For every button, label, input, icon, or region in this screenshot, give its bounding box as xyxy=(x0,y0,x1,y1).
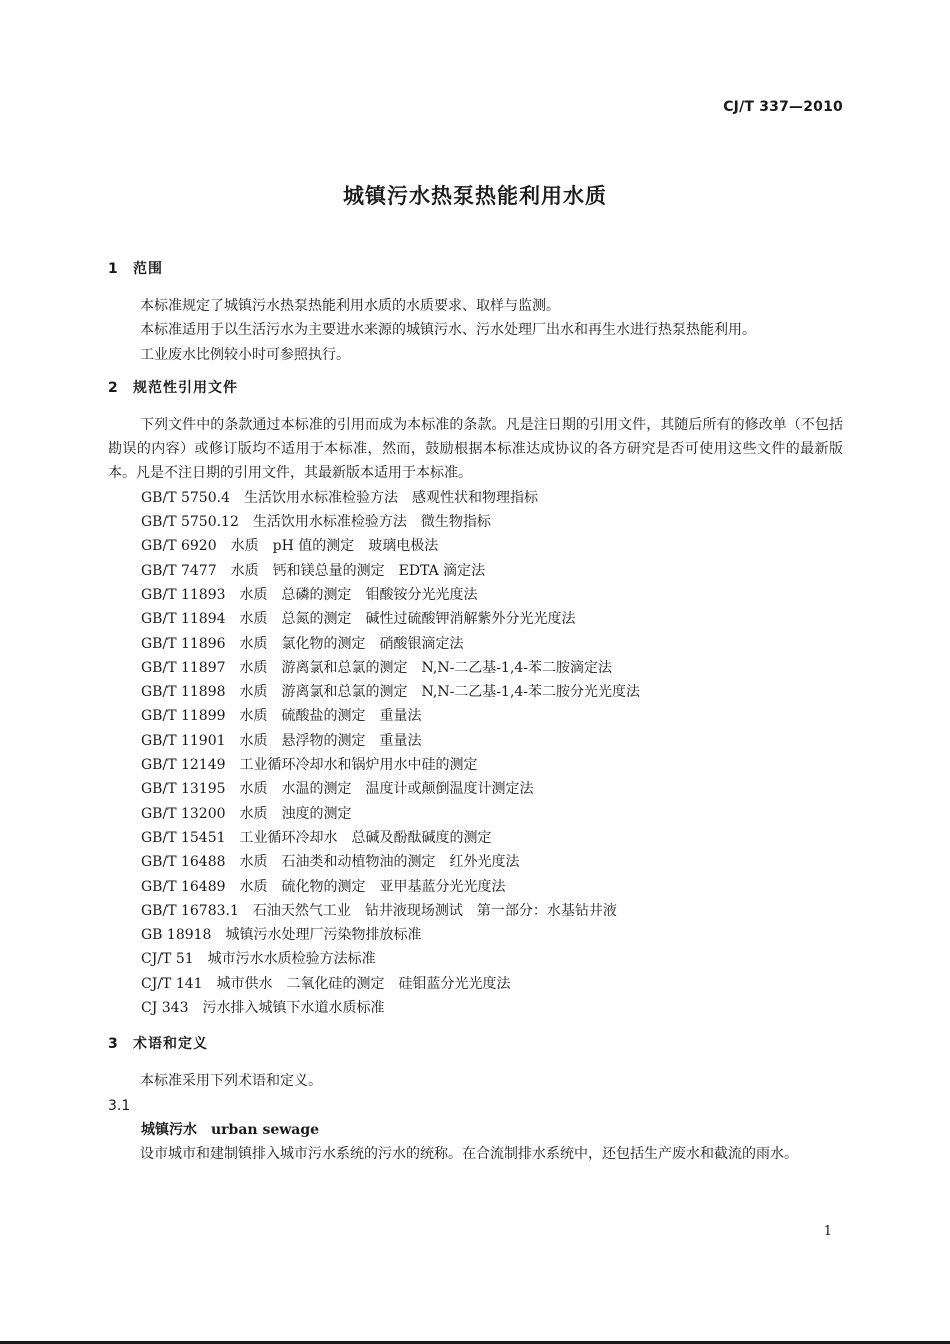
reference-title: 石油天然气工业 钻井液现场测试 第一部分：水基钻井液 xyxy=(252,902,617,919)
section-heading xyxy=(108,376,843,400)
reference-code: GB/T 16489 xyxy=(141,878,226,895)
reference-title: 工业循环冷却水 总碱及酚酞碱度的测定 xyxy=(239,829,492,846)
reference-item xyxy=(108,850,843,874)
reference-item xyxy=(108,583,843,607)
reference-title: 生活饮用水标准检验方法 微生物指标 xyxy=(252,514,491,531)
standard-code: CJ/T 337—2010 xyxy=(723,99,843,115)
term-definition: 设市城市和建制镇排入城市污水系统的污水的统称。在合流制排水系统中，还包括生产废水和截流的雨水。 xyxy=(140,1146,798,1163)
document-body xyxy=(108,257,843,1167)
reference-code: GB/T 11898 xyxy=(141,684,226,701)
paragraph: 本标准适用于以生活污水为主要进水来源的城镇污水、污水处理厂出水和再生水进行热泵热能利用。 xyxy=(140,322,756,339)
reference-list xyxy=(108,486,843,1021)
section-heading xyxy=(108,257,843,281)
reference-code: GB/T 16488 xyxy=(141,854,226,871)
reference-title: 污水排入城镇下水道水质标准 xyxy=(202,1000,385,1017)
reference-item xyxy=(108,559,843,583)
reference-title: 水质 总氮的测定 碱性过硫酸钾消解紫外分光光度法 xyxy=(239,611,576,628)
reference-item xyxy=(108,753,843,777)
reference-code: GB/T 15451 xyxy=(141,829,226,846)
reference-title: 工业循环冷却水和锅炉用水中硅的测定 xyxy=(239,757,478,774)
reference-title: 水质 pH 值的测定 玻璃电极法 xyxy=(230,538,439,555)
reference-code: GB/T 5750.4 xyxy=(141,489,230,506)
reference-code: GB/T 11894 xyxy=(141,611,226,628)
section-number: 2 xyxy=(108,379,119,396)
reference-code: CJ/T 51 xyxy=(141,951,194,968)
reference-code: GB/T 12149 xyxy=(141,757,226,774)
reference-item xyxy=(108,947,843,971)
reference-code: GB/T 11897 xyxy=(141,659,226,676)
reference-title: 城镇污水处理厂污染物排放标准 xyxy=(225,927,422,944)
reference-title: 水质 石油类和动植物油的测定 红外光度法 xyxy=(239,854,520,871)
reference-code: GB 18918 xyxy=(141,927,212,944)
term-number: 3.1 xyxy=(108,1097,131,1114)
reference-item xyxy=(108,510,843,534)
reference-item xyxy=(108,656,843,680)
paragraph: 下列文件中的条款通过本标准的引用而成为本标准的条款。凡是注日期的引用文件，其随后所有的修改单（不包括勘误的内容）或修订版均不适用于本标准，然而，鼓励根据本标准达成协议的各方研究是否可使用这些文件的最新版本。凡是不注日期的引用文件，其最新版本适用于本标准。 xyxy=(108,416,843,482)
reference-item xyxy=(108,704,843,728)
reference-item xyxy=(108,899,843,923)
reference-item xyxy=(108,777,843,801)
section-title: 范围 xyxy=(133,261,163,277)
reference-title: 城市供水 二氧化硅的测定 硅钼蓝分光光度法 xyxy=(216,975,511,992)
paragraph: 工业废水比例较小时可参照执行。 xyxy=(140,346,350,363)
reference-code: GB/T 16783.1 xyxy=(141,902,239,919)
section-terms-definitions xyxy=(108,1032,843,1166)
page-number: 1 xyxy=(823,1224,832,1239)
reference-item xyxy=(108,729,843,753)
reference-code: GB/T 11893 xyxy=(141,586,226,603)
section-title: 规范性引用文件 xyxy=(133,379,238,396)
term-title xyxy=(108,1118,843,1142)
reference-code: CJ/T 141 xyxy=(141,975,203,992)
term-en: urban sewage xyxy=(211,1121,320,1138)
reference-title: 水质 钙和镁总量的测定 EDTA 滴定法 xyxy=(230,562,486,579)
reference-code: GB/T 5750.12 xyxy=(141,514,239,531)
reference-item xyxy=(108,826,843,850)
reference-title: 水质 悬浮物的测定 重量法 xyxy=(239,732,422,749)
reference-code: GB/T 7477 xyxy=(141,562,217,579)
reference-item xyxy=(108,802,843,826)
paragraph: 本标准规定了城镇污水热泵热能利用水质的水质要求、取样与监测。 xyxy=(140,298,560,314)
reference-item xyxy=(108,607,843,631)
reference-item xyxy=(108,680,843,704)
section-number: 1 xyxy=(108,261,119,277)
paragraph: 本标准采用下列术语和定义。 xyxy=(140,1073,322,1090)
reference-item xyxy=(108,996,843,1020)
section-heading xyxy=(108,1032,843,1056)
reference-code: CJ 343 xyxy=(141,1000,189,1017)
reference-title: 生活饮用水标准检验方法 感观性状和物理指标 xyxy=(243,489,538,506)
reference-code: GB/T 11896 xyxy=(141,635,226,652)
reference-title: 水质 游离氯和总氯的测定 N,N-二乙基-1,4-苯二胺滴定法 xyxy=(239,659,613,676)
reference-title: 水质 水温的测定 温度计或颠倒温度计测定法 xyxy=(239,781,534,798)
reference-title: 水质 浊度的测定 xyxy=(239,805,352,822)
section-title: 术语和定义 xyxy=(133,1036,208,1053)
reference-title: 水质 硫化物的测定 亚甲基蓝分光光度法 xyxy=(239,878,506,895)
reference-item xyxy=(108,486,843,510)
reference-code: GB/T 11901 xyxy=(141,732,226,749)
reference-title: 水质 总磷的测定 钼酸铵分光光度法 xyxy=(239,586,478,603)
document-title: 城镇污水热泵热能利用水质 xyxy=(343,184,607,208)
term-zh: 城镇污水 xyxy=(141,1121,197,1138)
reference-item xyxy=(108,923,843,947)
reference-code: GB/T 6920 xyxy=(141,538,217,555)
section-normative-references xyxy=(108,376,843,1020)
reference-item xyxy=(108,972,843,996)
reference-code: GB/T 13195 xyxy=(141,781,226,798)
section-number: 3 xyxy=(108,1036,119,1053)
section-scope xyxy=(108,257,843,367)
reference-title: 水质 游离氯和总氯的测定 N,N-二乙基-1,4-苯二胺分光光度法 xyxy=(239,684,641,701)
reference-code: GB/T 11899 xyxy=(141,708,226,725)
reference-title: 水质 硫酸盐的测定 重量法 xyxy=(239,708,422,725)
reference-item xyxy=(108,875,843,899)
reference-title: 水质 氯化物的测定 硝酸银滴定法 xyxy=(239,635,464,652)
reference-item xyxy=(108,632,843,656)
reference-title: 城市污水水质检验方法标准 xyxy=(207,951,376,968)
reference-code: GB/T 13200 xyxy=(141,805,226,822)
reference-item xyxy=(108,534,843,558)
